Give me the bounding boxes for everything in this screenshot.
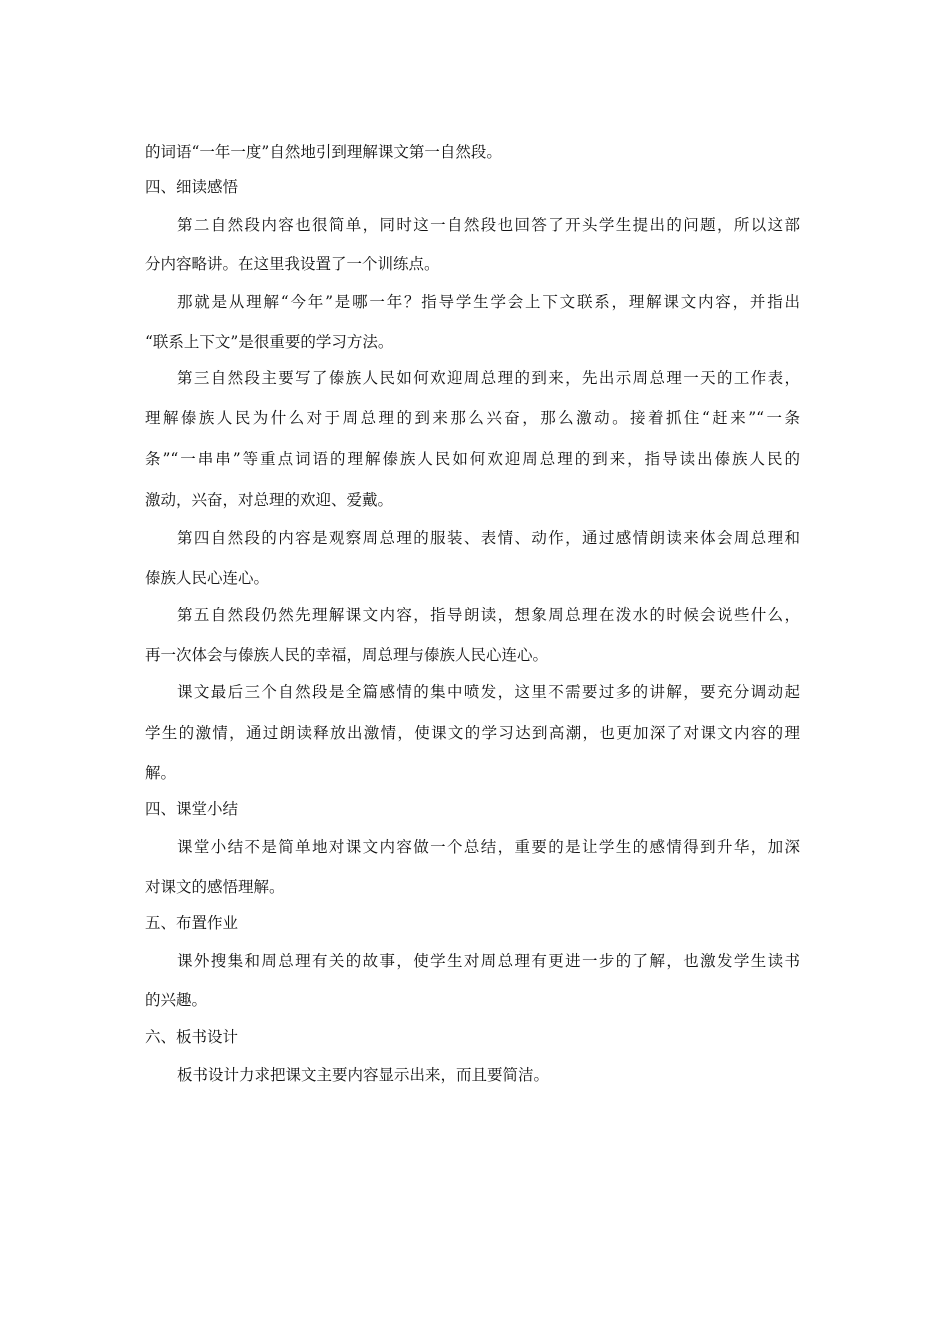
section-heading-close-reading: 四、细读感悟	[145, 177, 239, 196]
paragraph-line: 第四自然段的内容是观察周总理的服装、表情、动作，通过感情朗读来体会周总理和	[177, 528, 800, 547]
paragraph-line: 激动，兴奋，对总理的欢迎、爱戴。	[145, 490, 394, 509]
paragraph-line: 分内容略讲。在这里我设置了一个训练点。	[145, 254, 440, 273]
paragraph-line: 学生的激情，通过朗读释放出激情，使课文的学习达到高潮，也更加深了对课文内容的理	[145, 723, 800, 742]
paragraph-line: “联系上下文”是很重要的学习方法。	[145, 332, 394, 351]
paragraph-line: 课文最后三个自然段是全篇感情的集中喷发，这里不需要过多的讲解，要充分调动起	[177, 682, 800, 701]
paragraph-line: 的词语“一年一度”自然地引到理解课文第一自然段。	[145, 142, 502, 161]
paragraph-line: 那就是从理解“今年”是哪一年？指导学生学会上下文联系，理解课文内容，并指出	[177, 292, 800, 311]
section-heading-board-design: 六、板书设计	[145, 1027, 239, 1046]
paragraph-line: 课外搜集和周总理有关的故事，使学生对周总理有更进一步的了解，也激发学生读书	[177, 951, 800, 970]
paragraph-line: 理解傣族人民为什么对于周总理的到来那么兴奋，那么激动。接着抓住“赶来”“一条	[145, 408, 800, 427]
paragraph-line: 第二自然段内容也很简单，同时这一自然段也回答了开头学生提出的问题，所以这部	[177, 215, 800, 234]
paragraph-line: 对课文的感悟理解。	[145, 877, 285, 896]
paragraph-line: 板书设计力求把课文主要内容显示出来，而且要简洁。	[177, 1065, 550, 1084]
paragraph-line: 第三自然段主要写了傣族人民如何欢迎周总理的到来，先出示周总理一天的工作表，	[177, 368, 800, 387]
paragraph-line: 解。	[145, 763, 177, 782]
section-heading-summary: 四、课堂小结	[145, 799, 239, 818]
paragraph-line: 条”“一串串”等重点词语的理解傣族人民如何欢迎周总理的到来，指导读出傣族人民的	[145, 449, 800, 468]
paragraph-line: 的兴趣。	[145, 990, 208, 1009]
paragraph-line: 再一次体会与傣族人民的幸福，周总理与傣族人民心连心。	[145, 645, 549, 664]
paragraph-line: 课堂小结不是简单地对课文内容做一个总结，重要的是让学生的感情得到升华，加深	[177, 837, 800, 856]
paragraph-line: 傣族人民心连心。	[145, 568, 270, 587]
paragraph-line: 第五自然段仍然先理解课文内容，指导朗读，想象周总理在泼水的时候会说些什么，	[177, 605, 800, 624]
section-heading-homework: 五、布置作业	[145, 913, 239, 932]
